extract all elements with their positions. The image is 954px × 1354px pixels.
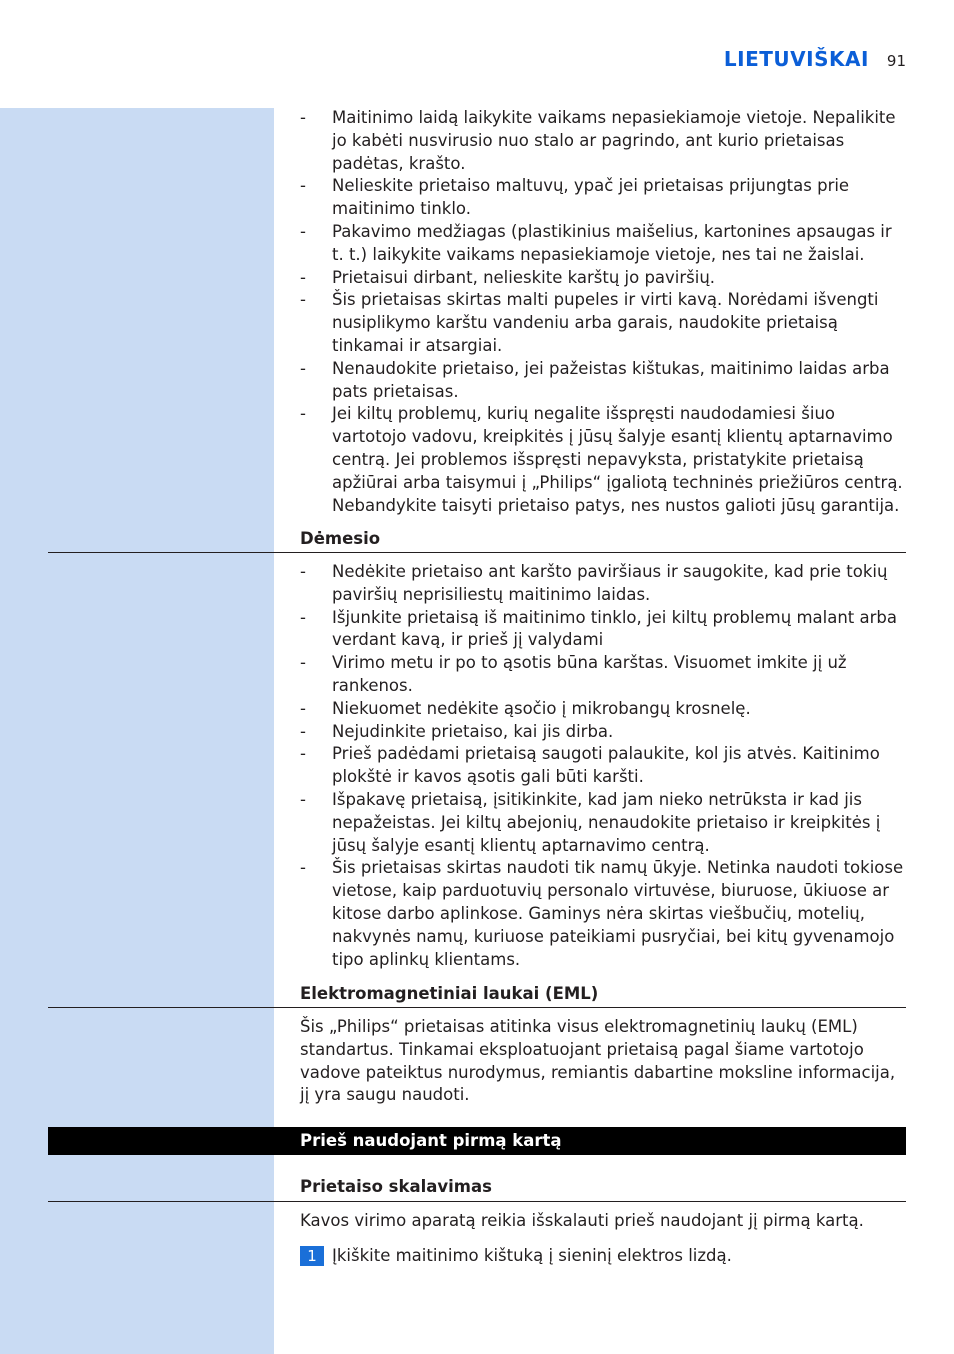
language-label: LIETUVIŠKAI: [723, 47, 869, 71]
list-item: - Prieš padėdami prietaisą saugoti palaukite, kol jis atvės. Kaitinimo plokštė ir kavos ąsotis gali būti karšti.: [300, 743, 906, 789]
warnings-section: [300, 107, 906, 517]
step-item: [300, 1245, 732, 1267]
emf-heading: Elektromagnetiniai laukai (EML): [300, 984, 599, 1003]
descaling-intro: Kavos virimo aparatą reikia išskalauti prieš naudojant jį pirmą kartą.: [300, 1211, 864, 1230]
warnings-list: [300, 107, 906, 517]
section-divider: [48, 1007, 906, 1008]
list-item: - Nedėkite prietaiso ant karšto paviršiaus ir saugokite, kad prie tokių paviršių neprisiliestų maitinimo laidas.: [300, 561, 906, 607]
list-item: - Išjunkite prietaisą iš maitinimo tinklo, jei kiltų problemų malant arba verdant kavą, ir prieš jį valydami: [300, 607, 906, 653]
caution-list: [300, 561, 906, 971]
chapter-heading: Prieš naudojant pirmą kartą: [300, 1131, 562, 1150]
list-item: - Nelieskite prietaiso maltuvų, ypač jei prietaisas prijungtas prie maitinimo tinklo.: [300, 175, 906, 221]
caution-section: [300, 561, 906, 971]
list-item: - Virimo metu ir po to ąsotis būna karštas. Visuomet imkite jį už rankenos.: [300, 652, 906, 698]
descaling-heading: Prietaiso skalavimas: [300, 1177, 492, 1196]
section-divider: [48, 1201, 906, 1202]
list-item: - Prietaisui dirbant, nelieskite karštų jo paviršių.: [300, 267, 906, 290]
list-item: - Nenaudokite prietaiso, jei pažeistas kištukas, maitinimo laidas arba pats prietaisas.: [300, 358, 906, 404]
list-item: - Šis prietaisas skirtas naudoti tik namų ūkyje. Netinka naudoti tokiose vietose, kaip parduotuvių personalo virtuvėse, biuruose, ūkiuose ar kitose darbo aplinkose. Gaminys nėra skirtas viešbučių, motelių, nakvynės namų, kuriuose pateikiami pusryčiai, bei kitų gyvenamojo tipo aplinkų klientams.: [300, 857, 906, 971]
list-item: - Nejudinkite prietaiso, kai jis dirba.: [300, 721, 906, 744]
caution-heading: Dėmesio: [300, 529, 381, 548]
sidebar-band: [0, 108, 274, 1354]
list-item: - Maitinimo laidą laikykite vaikams nepasiekiamoje vietoje. Nepalikite jo kabėti nusvirusio nuo stalo ar pagrindo, ant kurio prietaisas padėtas, krašto.: [300, 107, 906, 175]
page-number: 91: [886, 52, 906, 70]
emf-paragraph: Šis „Philips“ prietaisas atitinka visus elektromagnetinių laukų (EML) standartus. Tinkamai eksploatuojant prietaisą pagal šiame vartotojo vadove pateiktus nurodymus, remiantis dabartine moksline informacija, jį yra saugu naudoti.: [300, 1017, 896, 1105]
chapter-bar: [48, 1127, 906, 1155]
list-item: - Jei kiltų problemų, kurių negalite išspręsti naudodamiesi šiuo vartotojo vadovu, kreipkitės į jūsų šalyje esantį klientų aptarnavimo centrą. Jei problemos išspręsti nepavyksta, pristatykite prietaisą apžiūrai arba taisymui į „Philips“ įgaliotą techninės priežiūros centrą. Nebandykite taisyti prietaiso patys, nes nustos galioti jūsų garantija.: [300, 403, 906, 517]
list-item: - Niekuomet nedėkite ąsočio į mikrobangų krosnelę.: [300, 698, 906, 721]
section-divider: [48, 552, 906, 553]
step-text: Įkiškite maitinimo kištuką į sieninį elektros lizdą.: [332, 1246, 732, 1265]
list-item: - Pakavimo medžiagas (plastikinius maišelius, kartonines apsaugas ir t. t.) laikykite vaikams nepasiekiamoje vietoje, nes tai ne žaislai.: [300, 221, 906, 267]
page-header: [724, 47, 906, 71]
list-item: - Šis prietaisas skirtas malti pupeles ir virti kavą. Norėdami išvengti nusiplikymo karštu vandeniu arba garais, naudokite prietaisą tinkamai ir atsargiai.: [300, 289, 906, 357]
list-item: - Išpakavę prietaisą, įsitikinkite, kad jam nieko netrūksta ir kad jis nepažeistas. Jei kiltų abejonių, nenaudokite prietaiso ir kreipkitės į jūsų šalyje esantį klientų aptarnavimo centrą.: [300, 789, 906, 857]
step-number-badge: 1: [300, 1246, 324, 1266]
